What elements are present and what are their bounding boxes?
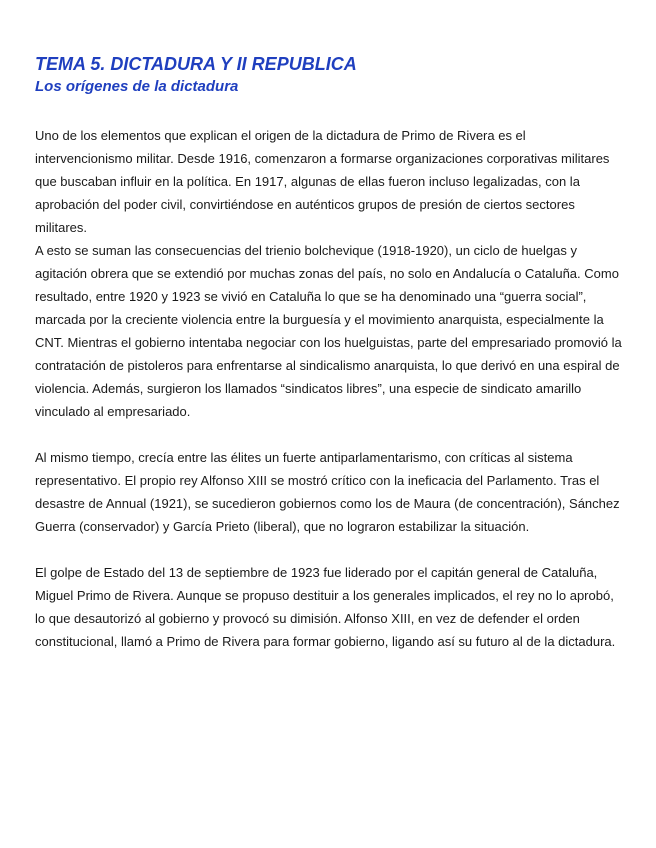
paragraph-military-interventionism: Uno de los elementos que explican el origen de la dictadura de Primo de Rivera es el intervencionismo militar. Desde 1916, comenzaron a formarse organizaciones corporativas militares que buscaban influir en la política. En 1917, algunas de ellas fueron incluso legalizadas, con la aprobación del poder civil, convirtiéndose en auténticos grupos de presión de ciertos sectores militares. xyxy=(35,128,610,235)
document-page xyxy=(35,52,625,653)
section-subtitle: Los orígenes de la dictadura xyxy=(35,78,239,95)
page-title: TEMA 5. DICTADURA Y II REPUBLICA xyxy=(35,54,357,74)
paragraph-antiparliamentarism: Al mismo tiempo, crecía entre las élites un fuerte antiparlamentarismo, con críticas al sistema representativo. El propio rey Alfonso XIII se mostró crítico con la ineficacia del Parlamento. Tras el desastre de Annual (1921), se sucedieron gobiernos como los de Maura (de concentración), Sánchez Guerra (conservador) y García Prieto (liberal), que no lograron estabilizar la situación. xyxy=(35,450,620,534)
paragraph-bolshevik-triennium: A esto se suman las consecuencias del trienio bolchevique (1918-1920), un ciclo de huelgas y agitación obrera que se extendió por muchas zonas del país, no solo en Andalucía o Cataluña. Como resultado, entre 1920 y 1923 se vivió en Cataluña lo que se ha denominado una “guerra social”, marcada por la creciente violencia entre la burguesía y el movimiento anarquista, especialmente la CNT. Mientras el gobierno intentaba negociar con los huelguistas, parte del empresariado promovió la contratación de pistoleros para enfrentarse al sindicalismo anarquista, lo que derivó en una espiral de violencia. Además, surgieron los llamados “sindicatos libres”, una especie de sindicato amarillo vinculado al empresariado. xyxy=(35,243,622,419)
paragraph-coup-detat: El golpe de Estado del 13 de septiembre de 1923 fue liderado por el capitán general de Cataluña, Miguel Primo de Rivera. Aunque se propuso destituir a los generales implicados, el rey no lo aprobó, lo que desautorizó al gobierno y provocó su dimisión. Alfonso XIII, en vez de defender el orden constitucional, llamó a Primo de Rivera para formar gobierno, ligando así su futuro al de la dictadura. xyxy=(35,565,616,649)
paragraph-gap xyxy=(35,538,625,561)
paragraph-gap xyxy=(35,423,625,446)
document-body xyxy=(35,124,625,653)
